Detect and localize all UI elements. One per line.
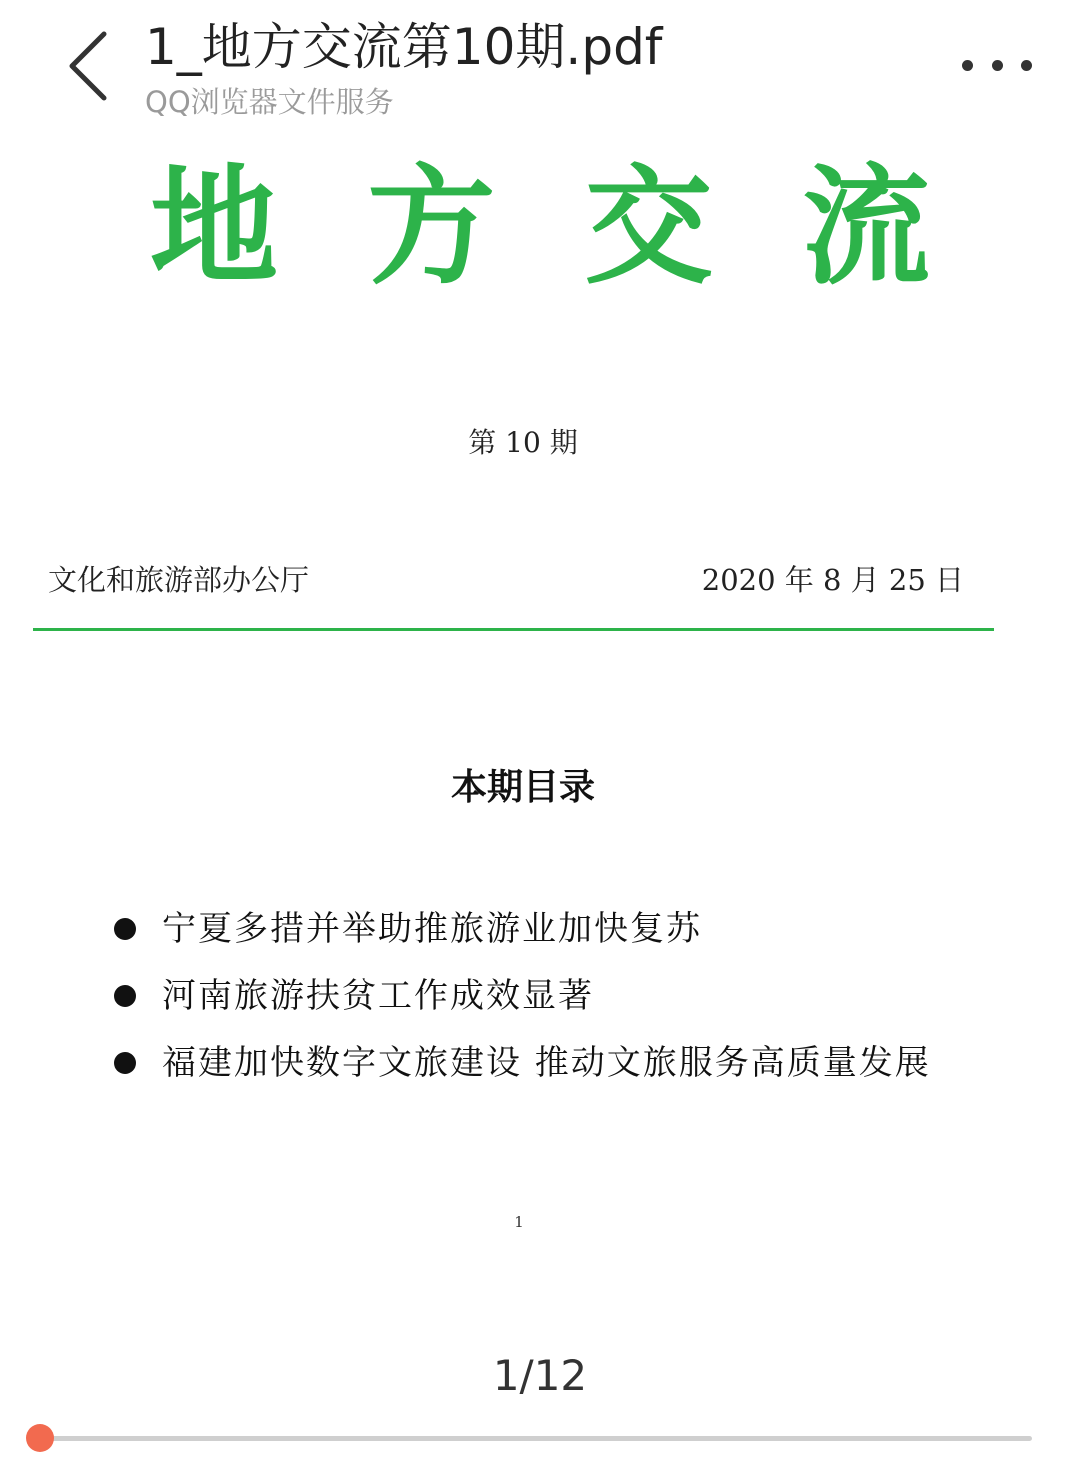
more-button[interactable]	[962, 50, 1032, 80]
page-footer-number: 1	[514, 1213, 524, 1231]
masthead-char: 交	[584, 152, 713, 302]
pdf-page[interactable]	[0, 130, 1080, 1330]
toc-list	[114, 895, 931, 1096]
toc-item-text: 福建加快数字文旅建设 推动文旅服务高质量发展	[162, 1042, 931, 1083]
toc-item	[114, 895, 931, 962]
chevron-left-icon	[60, 26, 120, 106]
publisher: 文化和旅游部办公厅	[48, 563, 310, 597]
bullet-icon	[114, 918, 136, 940]
page-indicator: 1/12	[492, 1351, 588, 1400]
publication-meta	[48, 560, 964, 600]
file-source: QQ浏览器文件服务	[145, 85, 394, 119]
more-dot-icon	[992, 60, 1003, 71]
bullet-icon	[114, 1052, 136, 1074]
back-button[interactable]	[60, 26, 120, 106]
masthead	[150, 152, 930, 302]
page-slider[interactable]	[40, 1422, 1032, 1454]
toc-item-text: 河南旅游扶贫工作成效显著	[162, 975, 594, 1016]
toc-item-text: 宁夏多措并举助推旅游业加快复苏	[162, 908, 702, 949]
issue-number: 第 10 期	[468, 426, 578, 459]
slider-track[interactable]	[40, 1436, 1032, 1441]
more-dot-icon	[962, 60, 973, 71]
slider-thumb[interactable]	[26, 1424, 54, 1452]
more-dot-icon	[1021, 60, 1032, 71]
publication-date: 2020 年 8 月 25 日	[701, 563, 964, 597]
file-title: 1_地方交流第10期.pdf	[145, 18, 663, 76]
toc-item	[114, 962, 931, 1029]
header-divider	[33, 628, 994, 631]
bullet-icon	[114, 985, 136, 1007]
masthead-char: 地	[150, 152, 279, 302]
masthead-char: 流	[801, 152, 930, 302]
masthead-char: 方	[367, 152, 496, 302]
top-bar	[0, 0, 1080, 130]
toc-item	[114, 1029, 931, 1096]
toc-heading: 本期目录	[450, 767, 595, 808]
